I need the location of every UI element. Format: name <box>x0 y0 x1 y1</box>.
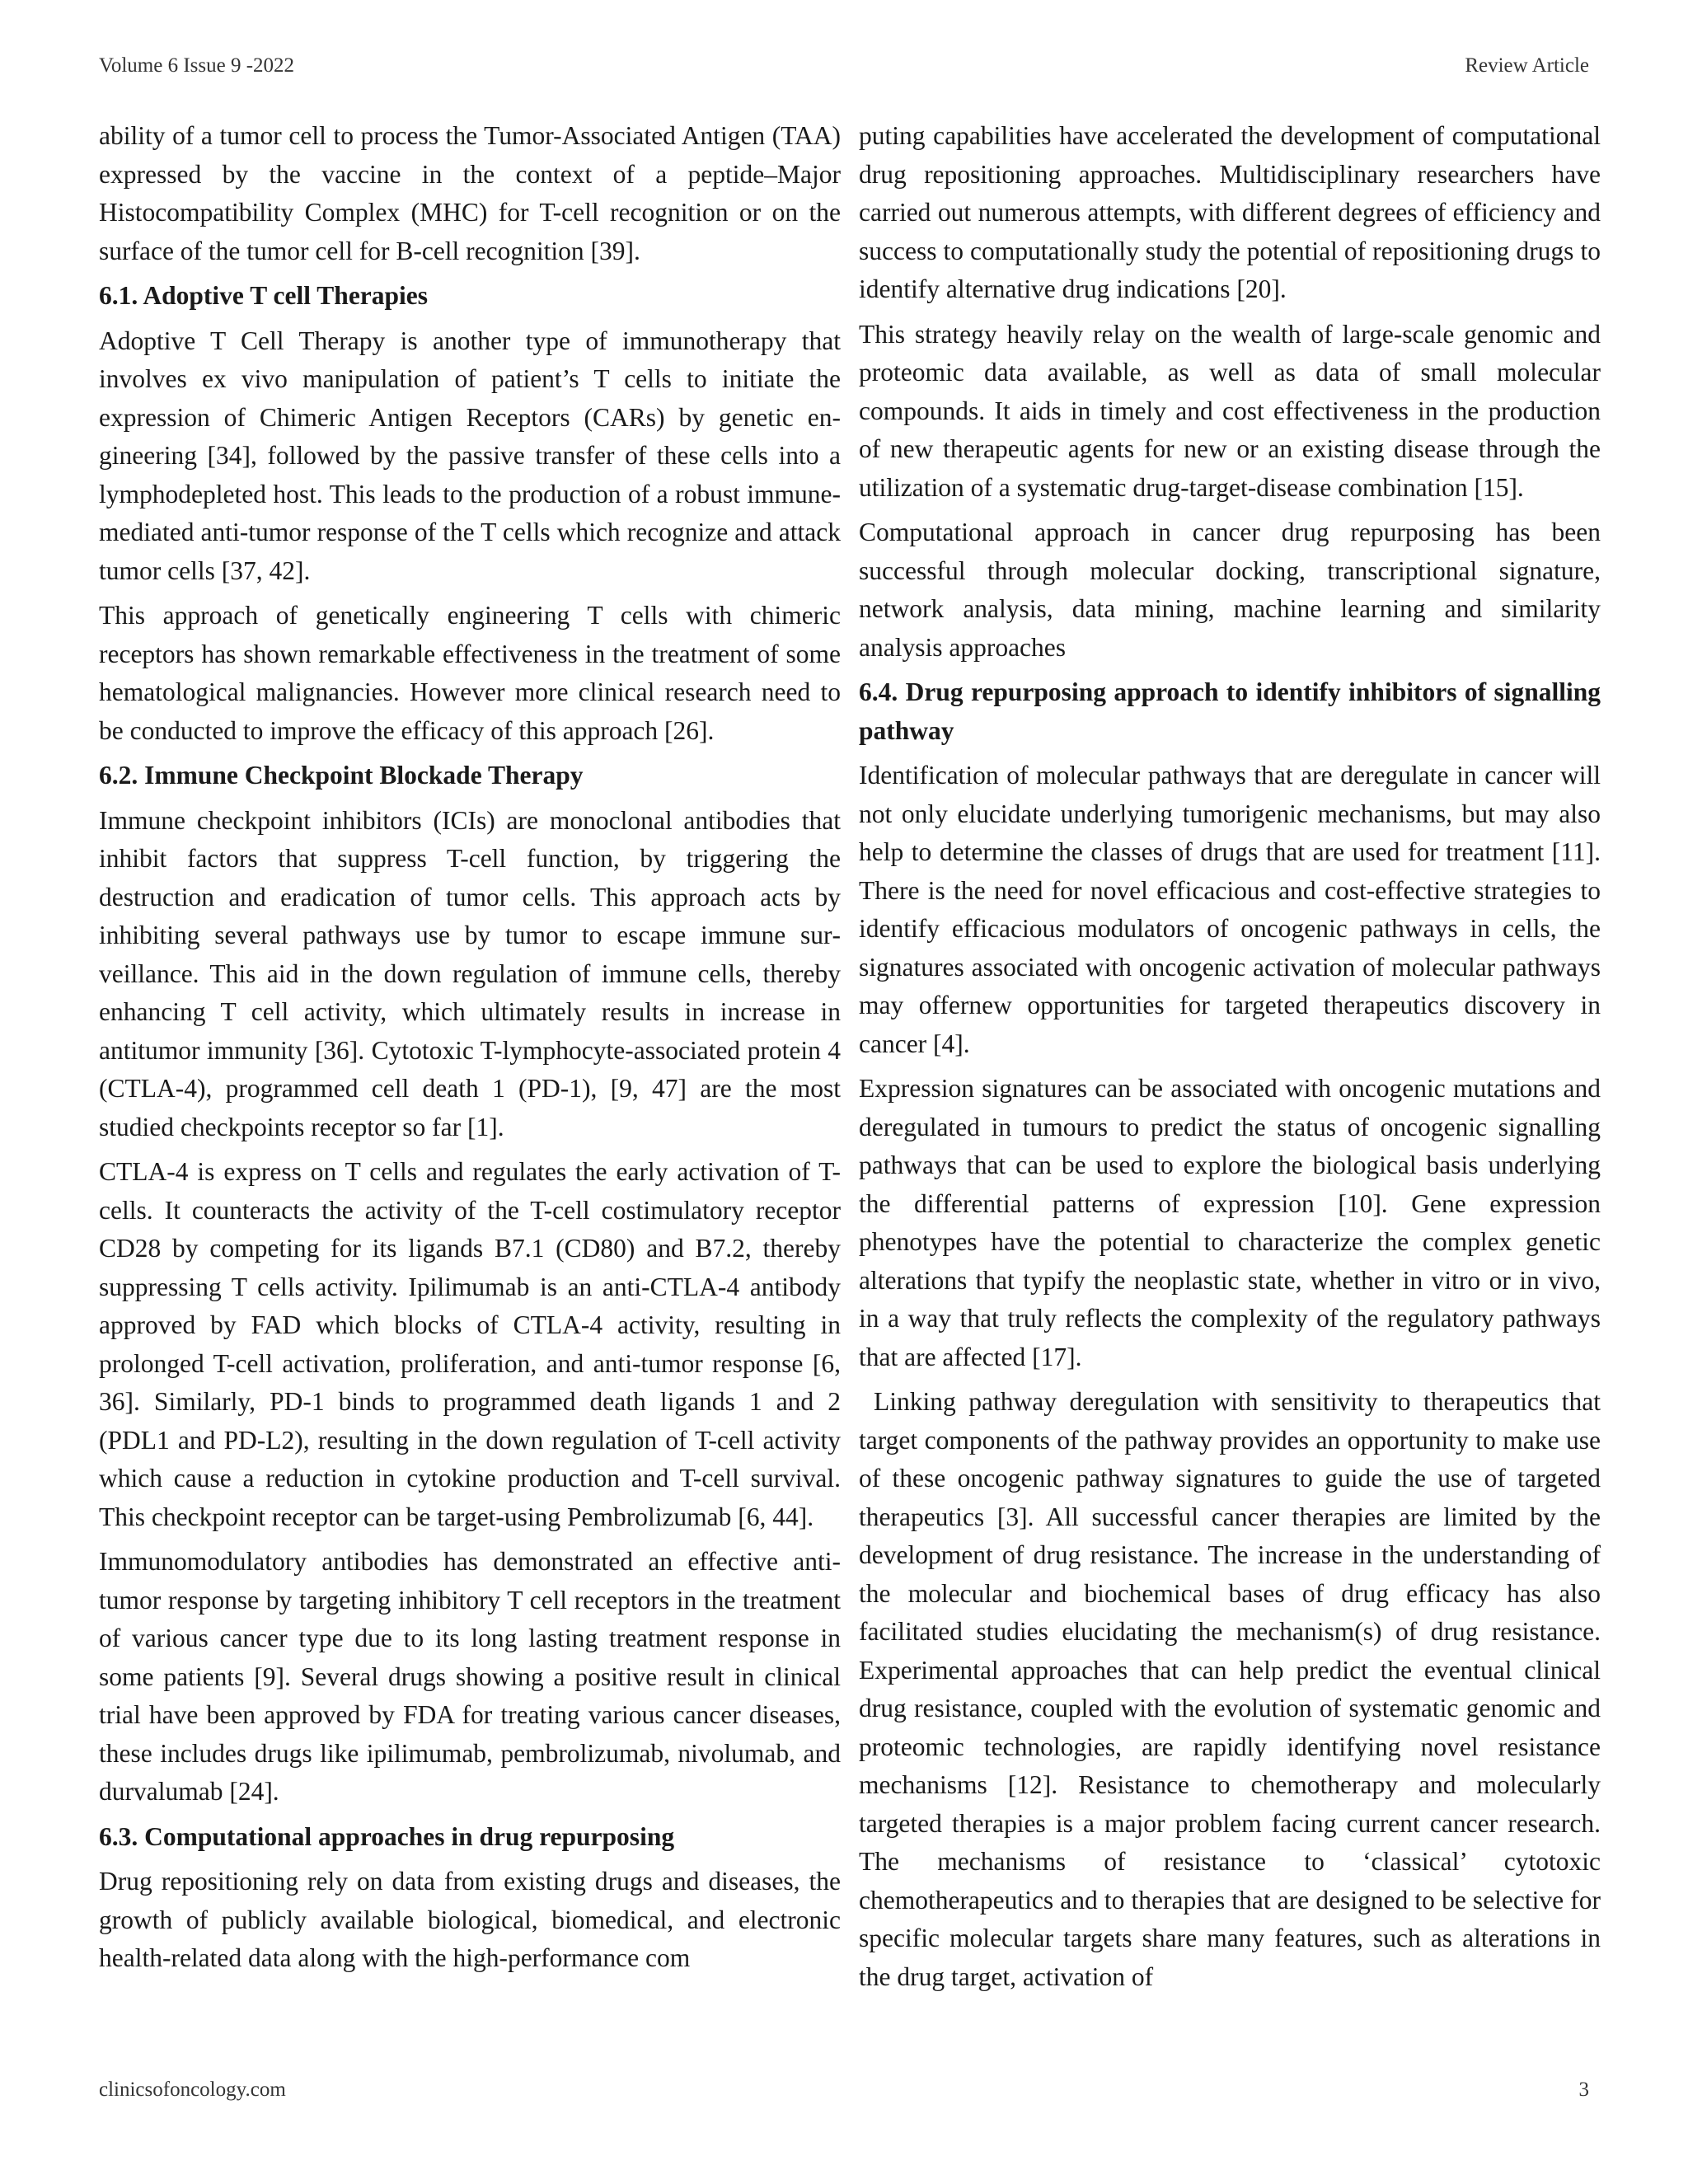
journal-website: clinicsofoncology.com <box>99 2079 286 2101</box>
paragraph: Computational approach in cancer drug repurposing has been successful through molecular docking, transcriptional signature, network analysis, data mining, machine learning and similarity analysis approaches <box>859 518 1601 662</box>
journal-volume: Volume 6 Issue 9 -2022 <box>99 54 295 77</box>
paragraph: Adoptive T Cell Therapy is another type of immunotherapy that involves ex vivo manipulation of patient’s T cells to initiate the expression of Chimeric Antigen Receptors (CARs) by genetic engineering [34], followed by the passive transfer of these cells into a lymphodepleted host. This leads to the production of a robust immune-mediated anti-tumor response of the T cells which recognize and attack tumor cells [37, 42]. <box>99 326 841 585</box>
paragraph: Immune checkpoint inhibitors (ICIs) are monoclonal antibodies that inhibit factors that suppress T-cell function, by triggering the destruction and eradication of tumor cells. This approach acts by inhibiting several pathways use by tumor to escape immune surveillance. This aid in the down regulation of immune cells, thereby enhancing T cell activity, which ultimately results in increase in antitumor immunity [36]. Cytotoxic T-lymphocyte-associated protein 4 (CTLA-4), programmed cell death 1 (PD-1), [9, 47] are the most studied checkpoints receptor so far [1]. <box>99 805 841 1141</box>
paragraph: Drug repositioning rely on data from existing drugs and diseases, the growth of publicly available biological, biomedical, and electronic health-related data along with the high-performance com <box>99 1867 841 1972</box>
paragraph: CTLA-4 is express on T cells and regulates the early activation of T-cells. It counteracts the activity of the T-cell costimulatory receptor CD28 by competing for its ligands B7.1 (CD80) and B7.2, thereby suppressing T cells activity. Ipilimumab is an anti-CTLA-4 antibody approved by FAD which blocks of CTLA-4 activity, resulting in prolonged T-cell activation, proliferation, and anti-tumor response [6, 36]. Similarly, PD-1 binds to programmed death ligands 1 and 2 (PDL1 and PD-L2), resulting in the down regulation of T-cell activity which cause a reduction in cytokine production and T-cell survival. This checkpoint receptor can be target-using Pembrolizumab [6, 44]. <box>99 1157 841 1531</box>
section-heading: 6.2. Immune Checkpoint Blockade Therapy <box>99 761 584 790</box>
paragraph: puting capabilities have accelerated the development of computational drug repositioning approaches. Multidisciplinary researchers have carried out numerous attempts, with different degrees of efficiency and success to computationally study the potential of repositioning drugs to identify alternative drug indications [20]. <box>859 121 1601 303</box>
section-heading: 6.1. Adoptive T cell Therapies <box>99 281 429 310</box>
paragraph: This strategy heavily relay on the wealth of large-scale genomic and proteomic data available, as well as data of small molecular compounds. It aids in timely and cost effectiveness in the production of new therapeutic agents for new or an existing disease through the utilization of a systematic drug-target-disease combination [15]. <box>859 319 1601 502</box>
section-heading: 6.4. Drug repurposing approach to identify inhibitors of signalling pathway <box>859 677 1601 745</box>
paragraph: Expression signatures can be associated with oncogenic mutations and deregulated in tumours to predict the status of oncogenic signalling pathways that can be used to explore the biological basis underlying the differential patterns of expression [10]. Gene expression phenotypes have the potential to characterize the complex genetic alterations that typify the neoplastic state, whether in vitro or in vivo, in a way that truly reflects the complexity of the regulatory pathways that are affected [17]. <box>859 1074 1601 1371</box>
paragraph: Immunomodulatory antibodies has demonstrated an effective anti-tumor response by targeting inhibitory T cell receptors in the treatment of various cancer type due to its long lasting treatment response in some patients [9]. Several drugs showing a positive result in clinical trial have been approved by FDA for treating various cancer diseases, these includes drugs like ipilimumab, pembrolizumab, nivolumab, and durvalumab [24]. <box>99 1547 841 1806</box>
left-column <box>99 117 841 1985</box>
paragraph: ability of a tumor cell to process the Tumor-Associated Antigen (TAA) expressed by the vaccine in the context of a peptide–Major Histocompatibility Complex (MHC) for T-cell recognition or on the surface of the tumor cell for B-cell recognition [39]. <box>99 121 841 265</box>
page-number: 3 <box>1578 2079 1589 2101</box>
article-type: Review Article <box>1465 54 1589 77</box>
section-heading: 6.3. Computational approaches in drug repurposing <box>99 1821 675 1851</box>
paragraph: Linking pathway deregulation with sensitivity to therapeutics that target components of the pathway provides an opportunity to make use of these oncogenic pathway signatures to guide the use of targeted therapeutics [3]. All successful cancer therapies are limited by the development of drug resistance. The increase in the understanding of the molecular and biochemical bases of drug efficacy has also facilitated studies elucidating the mechanism(s) of drug resistance. Experimental approaches that can help predict the eventual clinical drug resistance, coupled with the evolution of systematic genomic and proteomic technologies, are rapidly identifying novel resistance mechanisms [12]. Resistance to chemotherapy and molecularly targeted therapies is a major problem facing current cancer research. The mechanisms of resistance to ‘classical’ cytotoxic chemotherapeutics and to therapies that are designed to be selective for specific molecular targets share many features, such as alterations in the drug target, activation of <box>859 1387 1601 1991</box>
right-column <box>859 117 1601 2003</box>
paragraph: This approach of genetically engineering T cells with chimeric receptors has shown remarkable effectiveness in the treatment of some hematological malignancies. However more clinical research need to be conducted to improve the efficacy of this approach [26]. <box>99 601 841 745</box>
paragraph: Identification of molecular pathways that are deregulate in cancer will not only elucidate underlying tumorigenic mechanisms, but may also help to determine the classes of drugs that are used for treatment [11]. There is the need for novel efficacious and cost-effective strategies to identify efficacious modulators of oncogenic pathways in cells, the signatures associated with oncogenic activation of molecular pathways may offernew opportunities for targeted therapeutics discovery in cancer [4]. <box>859 761 1601 1058</box>
